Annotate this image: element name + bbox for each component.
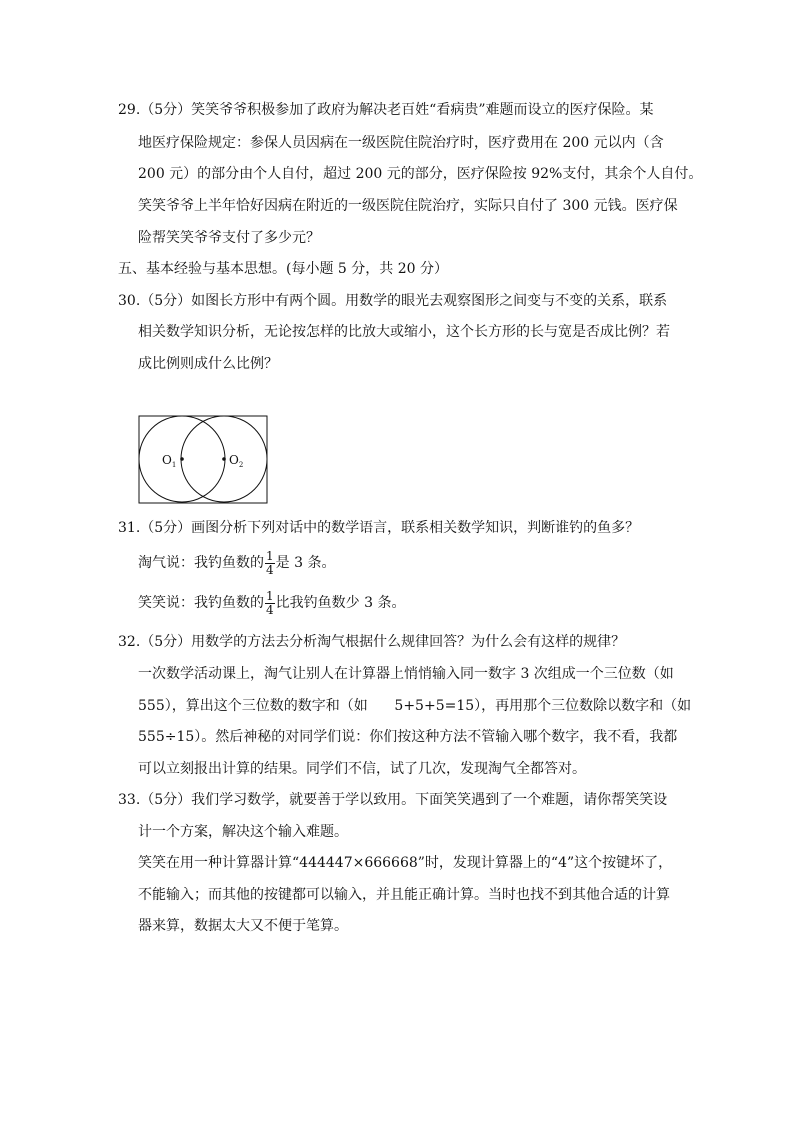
fraction-denominator: 4 — [266, 602, 274, 617]
fraction-numerator: 1 — [266, 548, 274, 563]
q31-xiaoxiao-prefix: 笑笑说：我钓鱼数的 — [138, 595, 264, 611]
q31-taoqi-line — [138, 548, 335, 578]
q31-xiaoxiao-line — [138, 588, 405, 618]
label-o1: $O_1$ — [162, 453, 177, 469]
q32-line-4: 555÷15）。然后神秘的对同学们说：你们按这种方法不管输入哪个数字，我不看，我都 — [138, 729, 678, 745]
q33-line-4: 不能输入；而其他的按键都可以输入，并且能正确计算。当时也找不到其他合适的计算 — [138, 887, 670, 903]
q33-line-1: 33.（5分）我们学习数学，就要善于学以致用。下面笑笑遇到了一个难题，请你帮笑笑设 — [118, 792, 668, 808]
fraction-numerator: 1 — [266, 588, 274, 603]
q32-line-2: 一次数学活动课上，淘气让别人在计算器上悄悄输入同一数字 3 次组成一个三位数（如 — [138, 666, 674, 682]
q31-taoqi-prefix: 淘气说：我钓鱼数的 — [138, 555, 264, 571]
q31-xiaoxiao-suffix: 比我钓鱼数少 3 条。 — [275, 595, 406, 611]
q29-line-4: 笑笑爷爷上半年恰好因病在附近的一级医院住院治疗，实际只自付了 300 元钱。医疗保 — [138, 198, 678, 214]
label-o2: $O_2$ — [229, 453, 244, 469]
q29-line-3: 200 元）的部分由个人自付，超过 200 元的部分，医疗保险按 92%支付，其余个人自付。 — [138, 166, 703, 182]
fraction-one-quarter — [265, 590, 275, 617]
q32-line-5: 可以立刻报出计算的结果。同学们不信，试了几次，发现淘气全都答对。 — [138, 761, 586, 777]
fraction-denominator: 4 — [266, 562, 274, 577]
q33-line-5: 器来算，数据太大又不便于笔算。 — [138, 918, 348, 934]
q30-line-3: 成比例则成什么比例？ — [138, 356, 278, 372]
q30-line-2: 相关数学知识分析，无论按怎样的比放大或缩小，这个长方形的长与宽是否成比例？若 — [138, 324, 670, 340]
center-point-o2 — [222, 457, 226, 461]
q32-line-3: 555），算出这个三位数的数字和（如 5+5+5=15），再用那个三位数除以数字和（如 — [138, 698, 692, 714]
q32-line-1: 32.（5分）用数学的方法去分析淘气根据什么规律回答？为什么会有这样的规律？ — [118, 634, 626, 650]
q31-taoqi-suffix: 是 3 条。 — [275, 555, 336, 571]
rectangle-outline — [139, 416, 267, 503]
center-point-o1 — [180, 457, 184, 461]
q29-line-1: 29.（5分）笑笑爷爷积极参加了政府为解决老百姓“看病贵”难题而设立的医疗保险。某 — [118, 102, 654, 118]
fraction-one-quarter — [265, 550, 275, 577]
q29-line-5: 险帮笑笑爷爷支付了多少元？ — [138, 230, 320, 246]
q29-line-2: 地医疗保险规定：参保人员因病在一级医院住院治疗时，医疗费用在 200 元以内（含 — [138, 135, 664, 151]
q33-line-3: 笑笑在用一种计算器计算“444447×666668”时，发现计算器上的“4”这个按键坏了， — [138, 855, 673, 871]
q33-line-2: 计一个方案，解决这个输入难题。 — [138, 824, 348, 840]
q30-line-1: 30.（5分）如图长方形中有两个圆。用数学的眼光去观察图形之间变与不变的关系，联系 — [118, 293, 668, 309]
q31-line-1: 31.（5分）画图分析下列对话中的数学语言，联系相关数学知识，判断谁钓的鱼多？ — [118, 520, 640, 536]
rectangle-two-circles-figure — [138, 414, 270, 506]
section-heading: 五、基本经验与基本思想。(每小题 5 分，共 20 分） — [118, 261, 448, 277]
